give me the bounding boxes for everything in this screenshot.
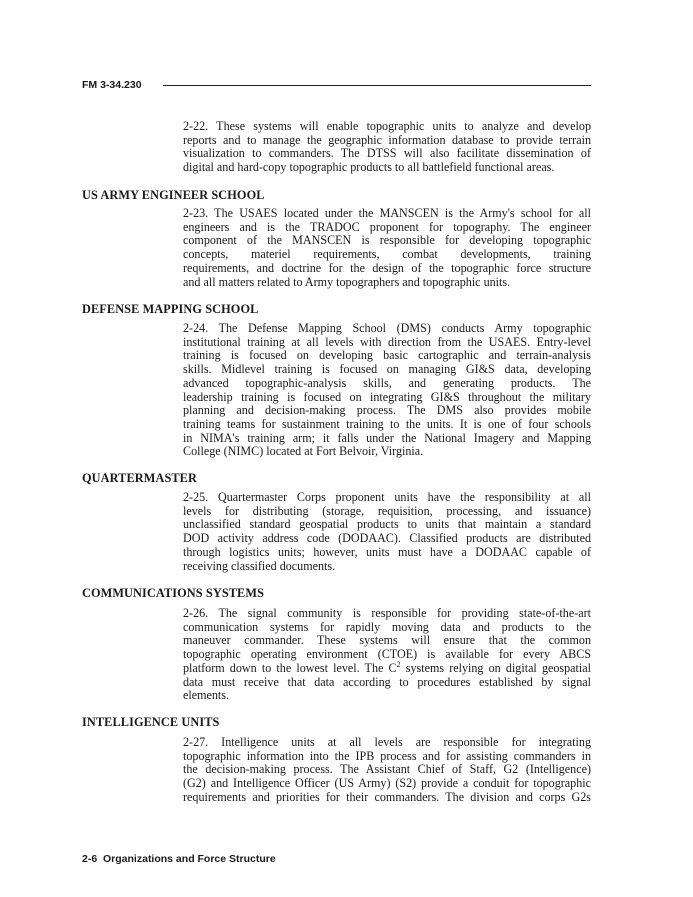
text-line: receiving classified documents. bbox=[183, 558, 336, 573]
text-line: DOD activity address code (DODAAC). Classified products are distributed bbox=[183, 531, 591, 546]
text-line: component of the MANSCEN is responsible for developing topographic bbox=[183, 233, 591, 248]
text-line: in NIMA's training arm; it falls under the National Imagery and Mapping bbox=[183, 430, 591, 445]
text-line-with-superscript bbox=[183, 659, 591, 676]
text-line: topographic operating environment (CTOE) is available for every ABCS bbox=[183, 647, 591, 662]
text-line: College (NIMC) located at Fort Belvoir, Virginia. bbox=[183, 444, 424, 459]
text-line: planning and decision-making process. The DMS also provides mobile bbox=[183, 403, 591, 418]
text-line: requirements, and doctrine for the design of the topographic force structure bbox=[183, 260, 591, 275]
section-heading-intelligence-units: INTELLIGENCE UNITS bbox=[82, 715, 220, 729]
text-line: levels for distributing (storage, requisition, processing, and issuance) bbox=[183, 503, 591, 518]
text-line: maneuver commander. These systems will ensure that the common bbox=[183, 633, 591, 648]
text-line: visualization to commanders. The DTSS will also facilitate dissemination of bbox=[183, 146, 591, 161]
text-line: 2-25. Quartermaster Corps proponent units have the responsibility at all bbox=[183, 490, 591, 504]
text-line: engineers and is the TRADOC proponent for topography. The engineer bbox=[183, 219, 591, 234]
text-line: (G2) and Intelligence Officer (US Army) (S2) provide a conduit for topographic bbox=[183, 776, 591, 791]
line-text-after: systems relying on digital geospatial bbox=[400, 660, 591, 675]
text-line: advanced topographic-analysis skills, and generating products. The bbox=[183, 375, 591, 390]
paragraph-2-24 bbox=[183, 322, 591, 459]
paragraph-2-22 bbox=[183, 120, 591, 175]
document-number: FM 3-34.230 bbox=[82, 79, 142, 91]
text-line: digital and hard-copy topographic products to all battlefield functional areas. bbox=[183, 160, 555, 175]
text-line: topographic information into the IPB process and for assisting commanders in bbox=[183, 748, 591, 763]
text-line: elements. bbox=[183, 688, 230, 703]
text-line: and all matters related to Army topographers and topographic units. bbox=[183, 274, 511, 289]
header-rule bbox=[163, 85, 591, 86]
paragraph-2-27 bbox=[183, 736, 591, 805]
text-line: data must receive that data according to procedures established by signal bbox=[183, 674, 591, 689]
paragraph-2-25 bbox=[183, 491, 591, 573]
section-heading-engineer-school: US ARMY ENGINEER SCHOOL bbox=[82, 188, 265, 202]
text-line: reports and to manage the geographic information database to provide terrain bbox=[183, 132, 591, 147]
page-footer: 2-6 Organizations and Force Structure bbox=[82, 853, 276, 865]
text-line: requirements and priorities for their commanders. The division and corps G2s bbox=[183, 789, 591, 804]
text-line: skills. Midlevel training is focused on managing GI&S data, developing bbox=[183, 362, 591, 377]
section-heading-quartermaster: QUARTERMASTER bbox=[82, 471, 197, 485]
section-heading-communications-systems: COMMUNICATIONS SYSTEMS bbox=[82, 586, 265, 600]
line-text-before: platform down to the lowest level. The C bbox=[183, 660, 397, 675]
paragraph-2-23 bbox=[183, 207, 591, 289]
text-line: 2-24. The Defense Mapping School (DMS) conducts Army topographic bbox=[183, 321, 591, 335]
text-line: leadership training is focused on integrating GI&S throughout the military bbox=[183, 389, 591, 404]
paragraph-2-26 bbox=[183, 607, 591, 703]
text-line: through logistics units; however, units must have a DODAAC capable of bbox=[183, 544, 591, 559]
superscript-2: 2 bbox=[396, 659, 401, 669]
section-heading-defense-mapping-school: DEFENSE MAPPING SCHOOL bbox=[82, 302, 259, 316]
text-line: 2-27. Intelligence units at all levels are responsible for integrating bbox=[183, 735, 591, 749]
text-line: the decision-making process. The Assistant Chief of Staff, G2 (Intelligence) bbox=[183, 762, 591, 777]
text-line: concepts, materiel requirements, combat developments, training bbox=[183, 247, 591, 262]
text-line: unclassified standard geospatial products to units that maintain a standard bbox=[183, 517, 591, 532]
text-line: 2-23. The USAES located under the MANSCEN is the Army's school for all bbox=[183, 206, 591, 220]
text-line: institutional training at all levels with direction from the USAES. Entry-level bbox=[183, 334, 591, 349]
text-line: training teams for sustainment training to the units. It is one of four schools bbox=[183, 416, 591, 431]
text-line: 2-26. The signal community is responsible for providing state-of-the-art bbox=[183, 606, 591, 620]
text-line: training is focused on developing basic cartographic and terrain-analysis bbox=[183, 348, 591, 363]
text-line: communication systems for rapidly moving data and products to the bbox=[183, 619, 591, 634]
text-line: 2-22. These systems will enable topographic units to analyze and develop bbox=[183, 119, 591, 133]
